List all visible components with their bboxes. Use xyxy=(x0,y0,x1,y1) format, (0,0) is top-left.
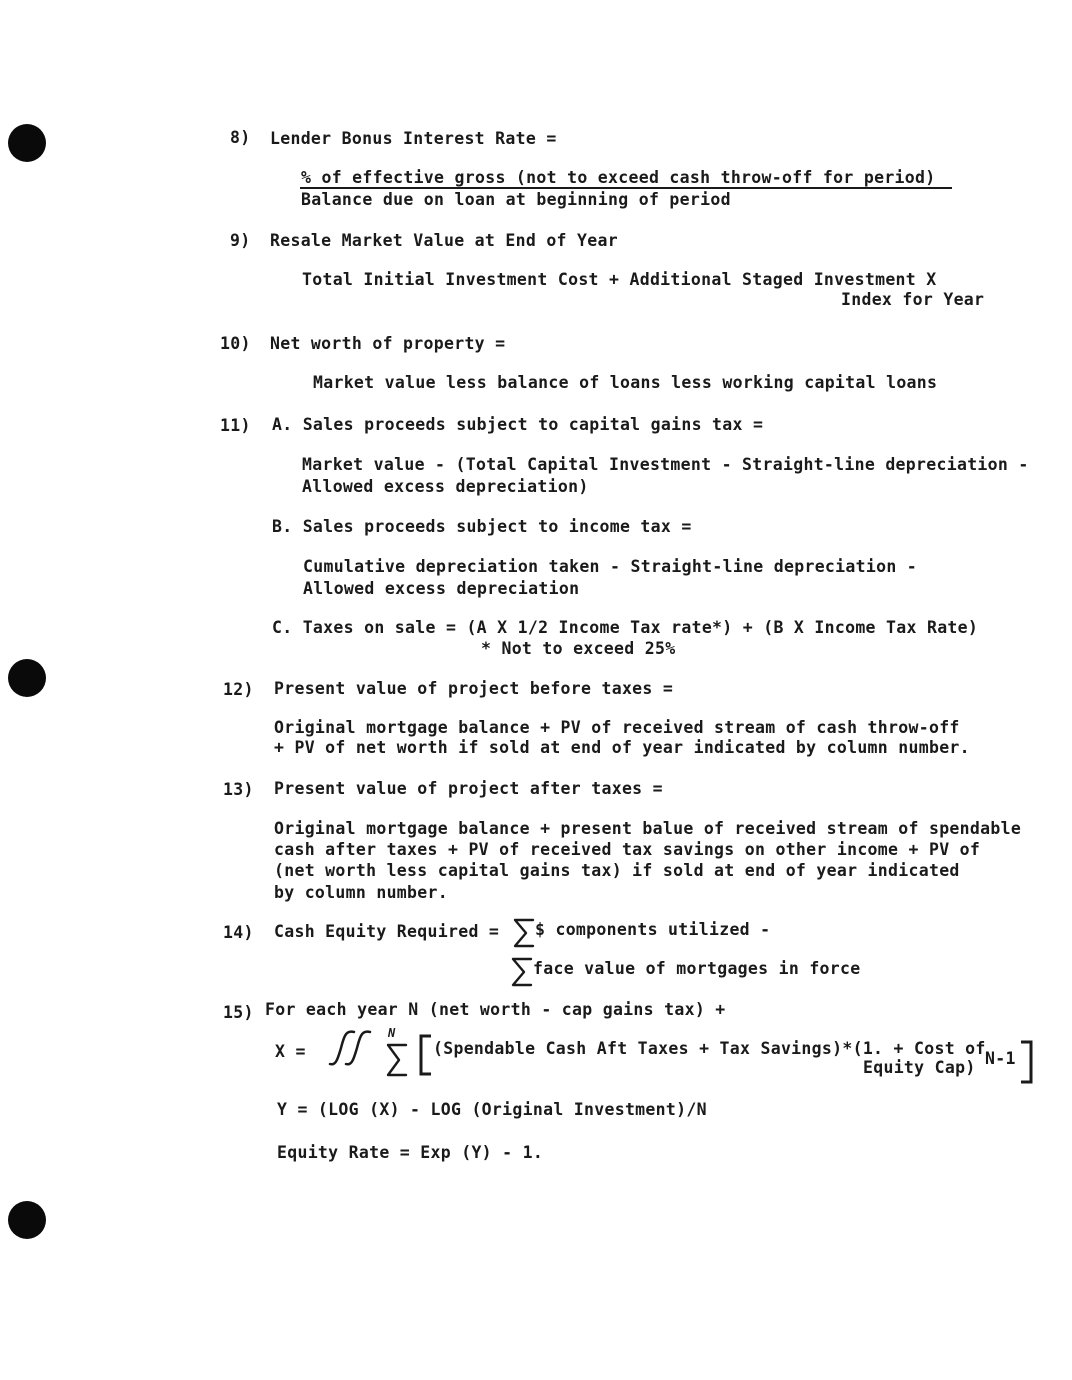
punch-hole-middle xyxy=(8,659,46,697)
item-8-number: 8) xyxy=(230,128,251,147)
item-13-line-4: by column number. xyxy=(274,883,448,902)
item-12-line-1: Original mortgage balance + PV of received stream of cash throw-off xyxy=(274,718,960,737)
left-bracket-icon xyxy=(418,1034,434,1076)
x-equals-label: X = xyxy=(275,1042,306,1061)
summation-upper-limit: N xyxy=(388,1026,396,1040)
fraction-bar xyxy=(300,187,952,189)
item-13-line-2: cash after taxes + PV of received tax savings on other income + PV of xyxy=(274,840,981,859)
item-14-term-1: $ components utilized - xyxy=(535,920,771,939)
item-11a-line-1: Market value - (Total Capital Investment - Straight-line depreciation - xyxy=(302,455,1029,474)
item-8-numerator: % of effective gross (not to exceed cash throw-off for period) xyxy=(301,168,936,187)
y-formula: Y = (LOG (X) - LOG (Original Investment)/N xyxy=(277,1100,707,1119)
item-13-line-1: Original mortgage balance + present balue of received stream of spendable xyxy=(274,819,1022,838)
item-8-denominator: Balance due on loan at beginning of period xyxy=(301,190,731,209)
item-15-lead: For each year N (net worth - cap gains tax) + xyxy=(265,1000,726,1019)
punch-hole-top xyxy=(8,124,46,162)
item-11c-note: * Not to exceed 25% xyxy=(481,639,676,658)
summation-icon xyxy=(383,1041,411,1079)
item-11a-line-2: Allowed excess depreciation) xyxy=(302,477,589,496)
item-13-number: 13) xyxy=(223,780,254,799)
item-11b-line-1: Cumulative depreciation taken - Straight-line depreciation - xyxy=(303,557,918,576)
bracket-line-1: (Spendable Cash Aft Taxes + Tax Savings)*(1. + Cost of xyxy=(433,1039,986,1058)
right-bracket-icon xyxy=(1018,1040,1034,1084)
double-integral-icon xyxy=(326,1028,378,1068)
item-11a-title: A. Sales proceeds subject to capital gains tax = xyxy=(272,415,764,434)
equity-rate-formula: Equity Rate = Exp (Y) - 1. xyxy=(277,1143,544,1162)
item-9-line-2: Index for Year xyxy=(841,290,985,309)
punch-hole-bottom xyxy=(8,1201,46,1239)
item-10-title: Net worth of property = xyxy=(270,334,506,353)
item-8-title: Lender Bonus Interest Rate = xyxy=(270,129,557,148)
item-14-number: 14) xyxy=(223,923,254,942)
item-12-number: 12) xyxy=(223,680,254,699)
item-13-title: Present value of project after taxes = xyxy=(274,779,663,798)
item-13-line-3: (net worth less capital gains tax) if sold at end of year indicated xyxy=(274,861,960,880)
item-15-number: 15) xyxy=(223,1003,254,1022)
item-10-number: 10) xyxy=(220,334,251,353)
item-14-lead: Cash Equity Required = xyxy=(274,922,500,941)
item-14-term-2: face value of mortgages in force xyxy=(533,959,861,978)
exponent-n-minus-1: N-1 xyxy=(985,1049,1016,1068)
item-12-title: Present value of project before taxes = xyxy=(274,679,674,698)
summation-icon xyxy=(509,956,535,988)
item-11-number: 11) xyxy=(220,416,251,435)
item-11b-title: B. Sales proceeds subject to income tax = xyxy=(272,517,692,536)
item-9-title: Resale Market Value at End of Year xyxy=(270,231,618,250)
item-12-line-2: + PV of net worth if sold at end of year indicated by column number. xyxy=(274,738,970,757)
item-11c-title: C. Taxes on sale = (A X 1/2 Income Tax rate*) + (B X Income Tax Rate) xyxy=(272,618,979,637)
item-10-line-1: Market value less balance of loans less working capital loans xyxy=(313,373,938,392)
item-11b-line-2: Allowed excess depreciation xyxy=(303,579,580,598)
item-9-line-1: Total Initial Investment Cost + Additional Staged Investment X xyxy=(302,270,937,289)
summation-icon xyxy=(511,917,537,949)
bracket-line-2: Equity Cap) xyxy=(863,1058,976,1077)
item-9-number: 9) xyxy=(230,231,251,250)
